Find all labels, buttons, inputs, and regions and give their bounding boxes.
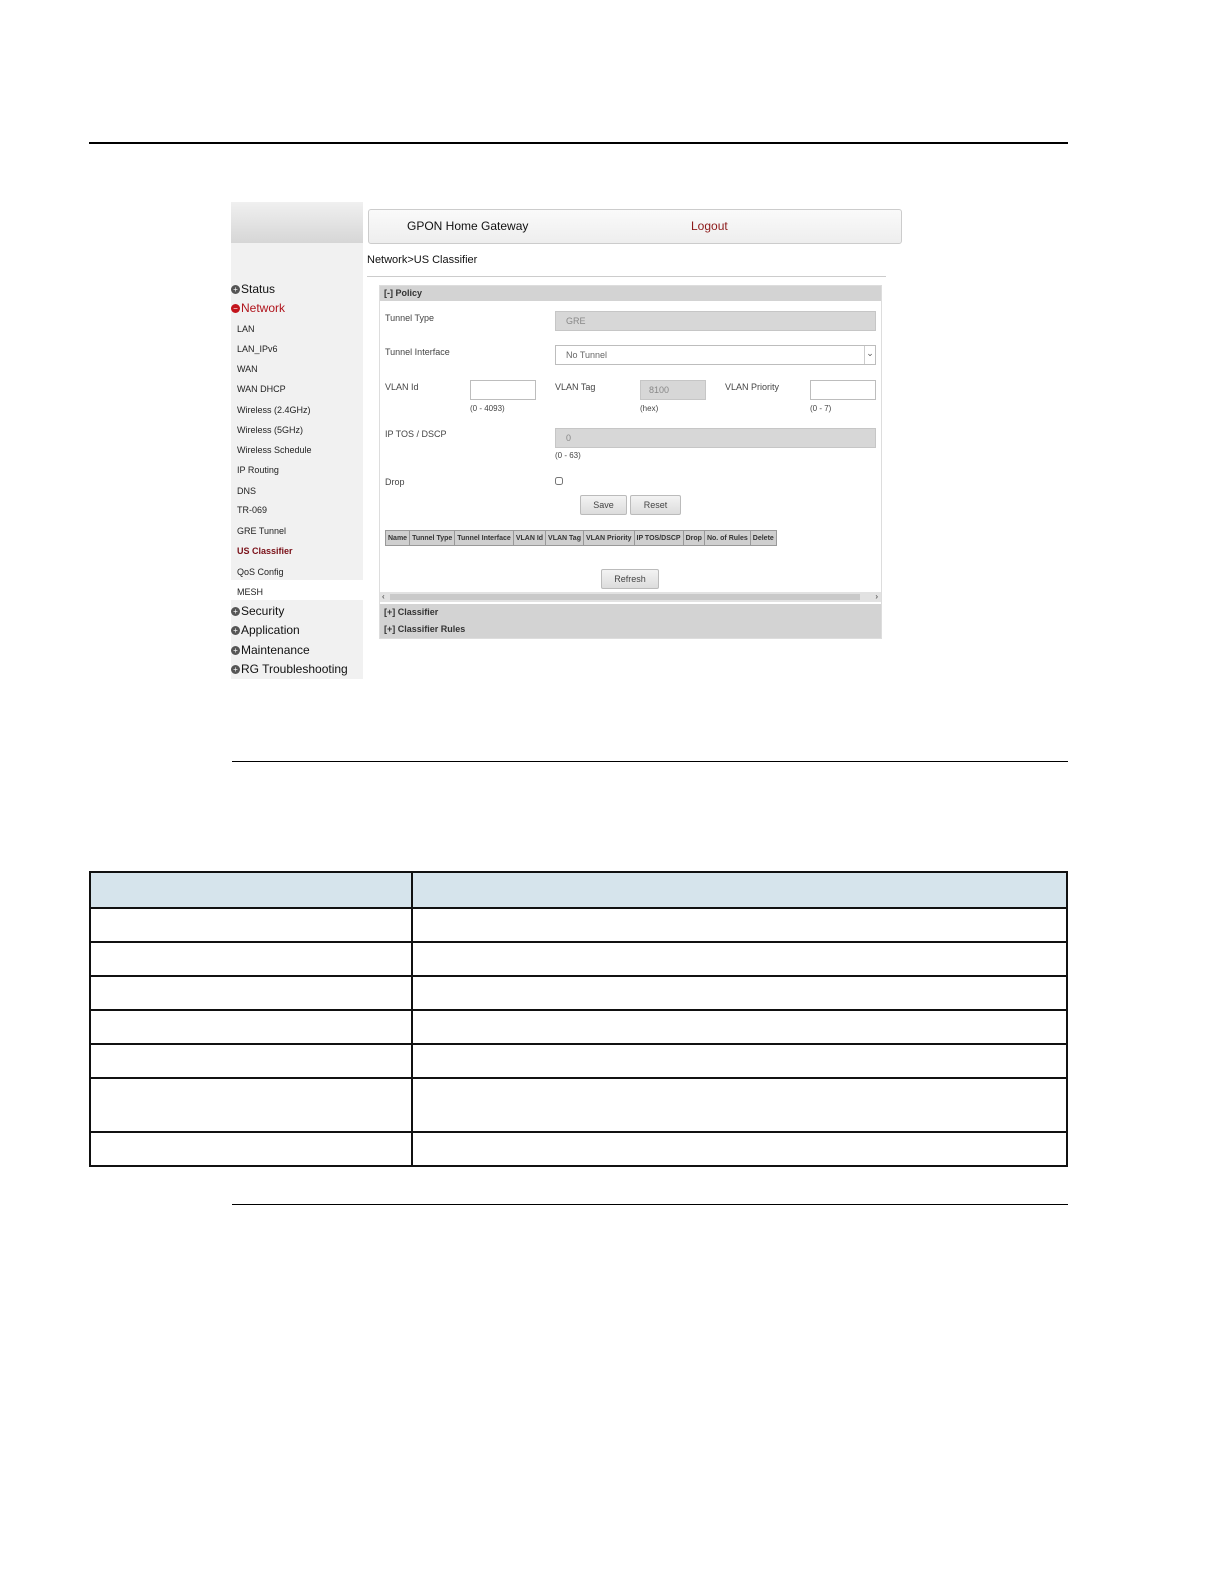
table-row: [90, 1044, 1067, 1078]
drop-checkbox[interactable]: [555, 477, 563, 485]
vlan-tag-field: 8100: [640, 380, 706, 400]
sidebar-item-wan-dhcp[interactable]: WAN DHCP: [237, 384, 286, 394]
ip-tos-field: 0: [555, 428, 876, 448]
tunnel-type-field: GRE: [555, 311, 876, 331]
screenshot-frame: [231, 202, 903, 679]
tunnel-interface-value: No Tunnel: [566, 350, 608, 360]
bottom-rule: [232, 1204, 1068, 1205]
table-header-cell: [90, 872, 412, 908]
table-row: [90, 976, 1067, 1010]
sidebar-section-label: Security: [241, 604, 285, 618]
sidebar-item-wan[interactable]: WAN: [237, 364, 258, 374]
table-row: [90, 942, 1067, 976]
sidebar-section-application[interactable]: [231, 623, 300, 637]
sidebar-item-qos-config[interactable]: QoS Config: [237, 567, 284, 577]
brand-title: GPON Home Gateway: [407, 219, 529, 233]
policy-table: [385, 530, 777, 546]
col-rules: No. of Rules: [704, 531, 750, 546]
sidebar-header: [231, 202, 363, 243]
plus-circle-icon: +: [231, 626, 240, 635]
sidebar-section-label: RG Troubleshooting: [241, 662, 348, 676]
minus-circle-icon: −: [231, 304, 240, 313]
sidebar-section-network[interactable]: [231, 301, 285, 315]
ip-tos-label: IP TOS / DSCP: [385, 429, 447, 439]
scrollbar-thumb[interactable]: [390, 594, 860, 600]
sidebar-section-label: Status: [241, 282, 276, 296]
middle-rule: [232, 761, 1068, 762]
sidebar-section-rg-troubleshooting[interactable]: [231, 662, 348, 676]
sidebar-item-lan-ipv6[interactable]: LAN_IPv6: [237, 344, 278, 354]
vlan-tag-hint: (hex): [640, 404, 659, 413]
col-delete: Delete: [750, 531, 776, 546]
col-tunnel-type: Tunnel Type: [410, 531, 455, 546]
plus-circle-icon: +: [231, 665, 240, 674]
chevron-down-icon: ⌄: [864, 346, 875, 364]
table-row: [90, 1078, 1067, 1132]
top-rule: [89, 142, 1068, 144]
sidebar-item-wireless-24[interactable]: Wireless (2.4GHz): [237, 405, 311, 415]
sidebar-section-maintenance[interactable]: [231, 643, 310, 657]
policy-section-toggle[interactable]: [-] Policy: [380, 286, 881, 301]
col-vlan-tag: VLAN Tag: [546, 531, 584, 546]
sidebar-item-wireless-schedule[interactable]: Wireless Schedule: [237, 445, 312, 455]
sidebar-item-dns[interactable]: DNS: [237, 486, 257, 496]
vlan-tag-label: VLAN Tag: [555, 382, 596, 392]
sidebar-item-wireless-5[interactable]: Wireless (5GHz): [237, 425, 304, 435]
refresh-button[interactable]: Refresh: [601, 569, 659, 589]
reset-button[interactable]: Reset: [630, 495, 681, 515]
vlan-priority-input[interactable]: [810, 380, 876, 400]
sidebar-item-gre-tunnel[interactable]: GRE Tunnel: [237, 526, 287, 536]
vlan-id-input[interactable]: [470, 380, 536, 400]
scroll-right-icon[interactable]: ›: [875, 592, 878, 601]
drop-label: Drop: [385, 477, 405, 487]
tunnel-interface-select[interactable]: [555, 345, 876, 365]
plus-circle-icon: +: [231, 607, 240, 616]
classifier-rules-section-toggle[interactable]: [+] Classifier Rules: [380, 621, 881, 638]
sidebar-section-status[interactable]: [231, 282, 275, 296]
sidebar-section-label: Network: [241, 301, 286, 315]
save-button[interactable]: Save: [580, 495, 627, 515]
vlan-id-hint: (0 - 4093): [470, 404, 505, 413]
sidebar-item-mesh[interactable]: MESH: [237, 587, 264, 597]
table-row: [90, 1132, 1067, 1166]
col-vlan-priority: VLAN Priority: [583, 531, 634, 546]
sidebar-item-tr069[interactable]: TR-069: [237, 505, 268, 515]
table-row: [90, 908, 1067, 942]
sidebar-item-us-classifier[interactable]: US Classifier: [237, 546, 293, 556]
col-tunnel-interface: Tunnel Interface: [455, 531, 514, 546]
classifier-section-toggle[interactable]: [+] Classifier: [380, 604, 881, 621]
sidebar-item-ip-routing[interactable]: IP Routing: [237, 465, 279, 475]
vlan-priority-hint: (0 - 7): [810, 404, 832, 413]
sidebar-section-label: Maintenance: [241, 643, 310, 657]
scroll-left-icon[interactable]: ‹: [382, 592, 385, 601]
plus-circle-icon: +: [231, 285, 240, 294]
description-table: [89, 871, 1068, 1167]
col-name: Name: [386, 531, 410, 546]
vlan-priority-label: VLAN Priority: [725, 382, 780, 392]
table-row: [90, 1010, 1067, 1044]
plus-circle-icon: +: [231, 646, 240, 655]
policy-panel: [379, 285, 882, 639]
sidebar-section-label: Application: [241, 623, 300, 637]
tunnel-type-label: Tunnel Type: [385, 313, 435, 323]
ip-tos-hint: (0 - 63): [555, 451, 581, 460]
sidebar-section-security[interactable]: [231, 604, 284, 618]
vlan-id-label: VLAN Id: [385, 382, 419, 392]
horizontal-scrollbar[interactable]: [380, 592, 881, 602]
tunnel-interface-label: Tunnel Interface: [385, 347, 450, 357]
sidebar: [231, 243, 363, 679]
breadcrumb: Network>US Classifier: [367, 254, 478, 266]
top-bar: [368, 209, 902, 244]
logout-link[interactable]: Logout: [691, 219, 728, 233]
col-ip-tos: IP TOS/DSCP: [634, 531, 683, 546]
col-vlan-id: VLAN Id: [513, 531, 545, 546]
table-header-cell: [412, 872, 1067, 908]
sidebar-item-lan[interactable]: LAN: [237, 324, 255, 334]
breadcrumb-divider: [367, 276, 886, 277]
col-drop: Drop: [683, 531, 704, 546]
